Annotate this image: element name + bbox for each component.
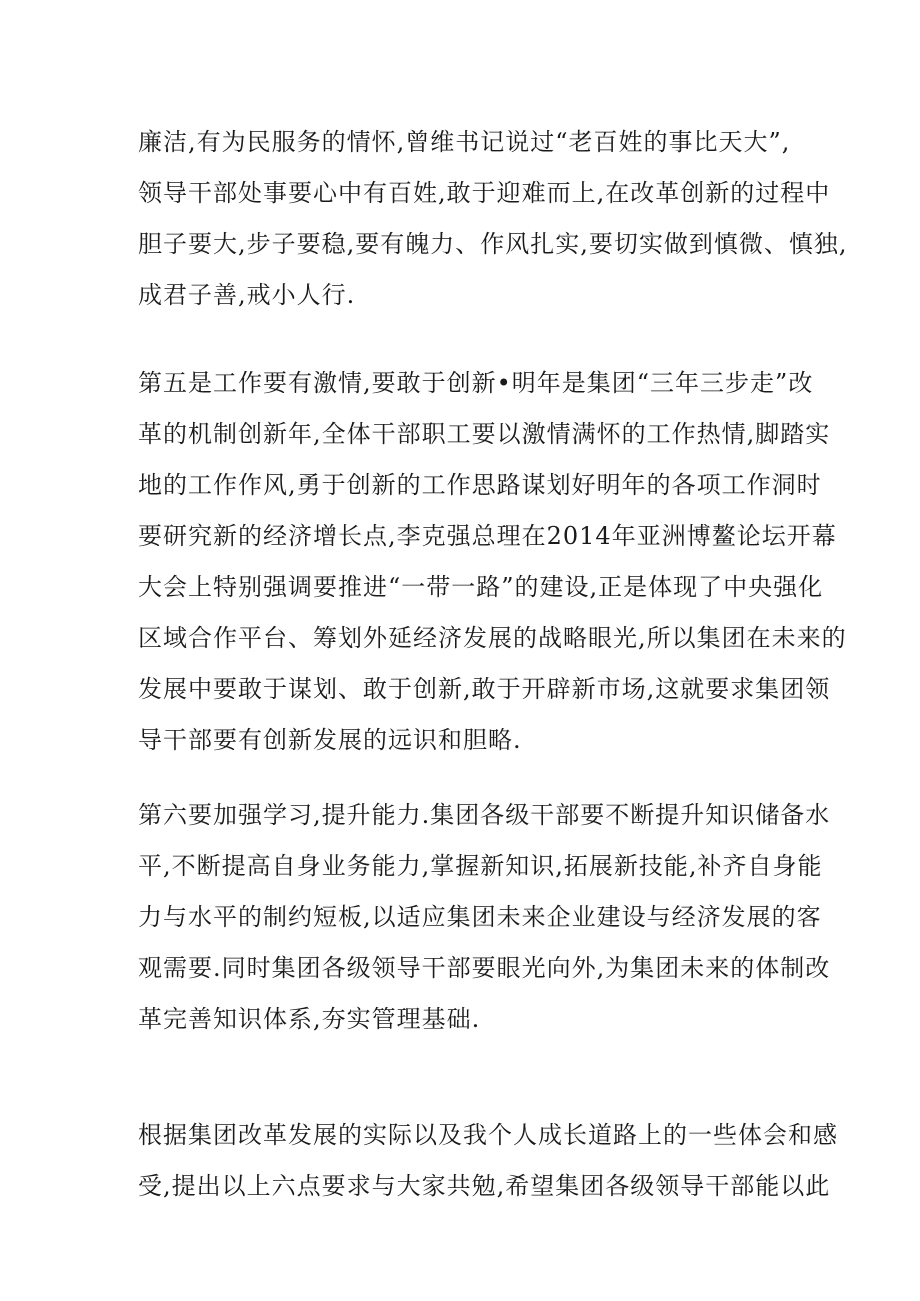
text-line: 革完善知识体系,夯实管理基础. (138, 1005, 481, 1033)
text-line: 平,不断提高自身业务能力,掌握新知识,拓展新技能,补齐自身能 (138, 852, 823, 880)
text-line: 导干部要有创新发展的远识和胆略. (138, 726, 522, 754)
paragraph-conclusion (138, 1110, 838, 1212)
text-line: 革的机制创新年,全体干部职工要以激情满怀的工作热情,脚踏实 (138, 420, 831, 448)
text-line: 要研究新的经济增长点,李克强总理在2014年亚洲博鳌论坛开幕 (138, 522, 837, 550)
text-line: 力与水平的制约短板,以适应集团未来企业建设与经济发展的客 (138, 903, 822, 931)
paragraph-integrity (138, 117, 848, 321)
text-line: 地的工作作风,勇于创新的工作思路谋划好明年的各项工作洞时 (138, 471, 822, 499)
text-line: 区域合作平台、筹划外延经济发展的战略眼光,所以集团在未来的 (138, 624, 847, 652)
text-line: 根据集团改革发展的实际以及我个人成长道路上的一些体会和感 (138, 1121, 838, 1149)
paragraph-sixth-point (138, 790, 831, 1045)
text-line: 廉洁,有为民服务的情怀,曾维书记说过“老百姓的事比天大”, (138, 128, 791, 156)
text-line: 受,提出以上六点要求与大家共勉,希望集团各级领导干部能以此 (138, 1172, 831, 1200)
text-line: 胆子要大,步子要稳,要有魄力、作风扎实,要切实做到慎微、慎独, (138, 230, 848, 258)
text-line: 第五是工作要有激情,要敢于创新•明年是集团“三年三步走”改 (138, 369, 814, 397)
paragraph-fifth-point (138, 358, 847, 766)
text-line: 观需要.同时集团各级领导干部要眼光向外,为集团未来的体制改 (138, 954, 831, 982)
text-line: 发展中要敢于谋划、敢于创新,敢于开辟新市场,这就要求集团领 (138, 675, 831, 703)
text-line: 成君子善,戒小人行. (138, 281, 356, 309)
text-line: 领导干部处事要心中有百姓,敢于迎难而上,在改革创新的过程中 (138, 179, 831, 207)
text-line: 大会上特别强调要推进“一带一路”的建设,正是体现了中央强化 (138, 573, 824, 601)
text-line: 第六要加强学习,提升能力.集团各级干部要不断提升知识储备水 (138, 801, 831, 829)
